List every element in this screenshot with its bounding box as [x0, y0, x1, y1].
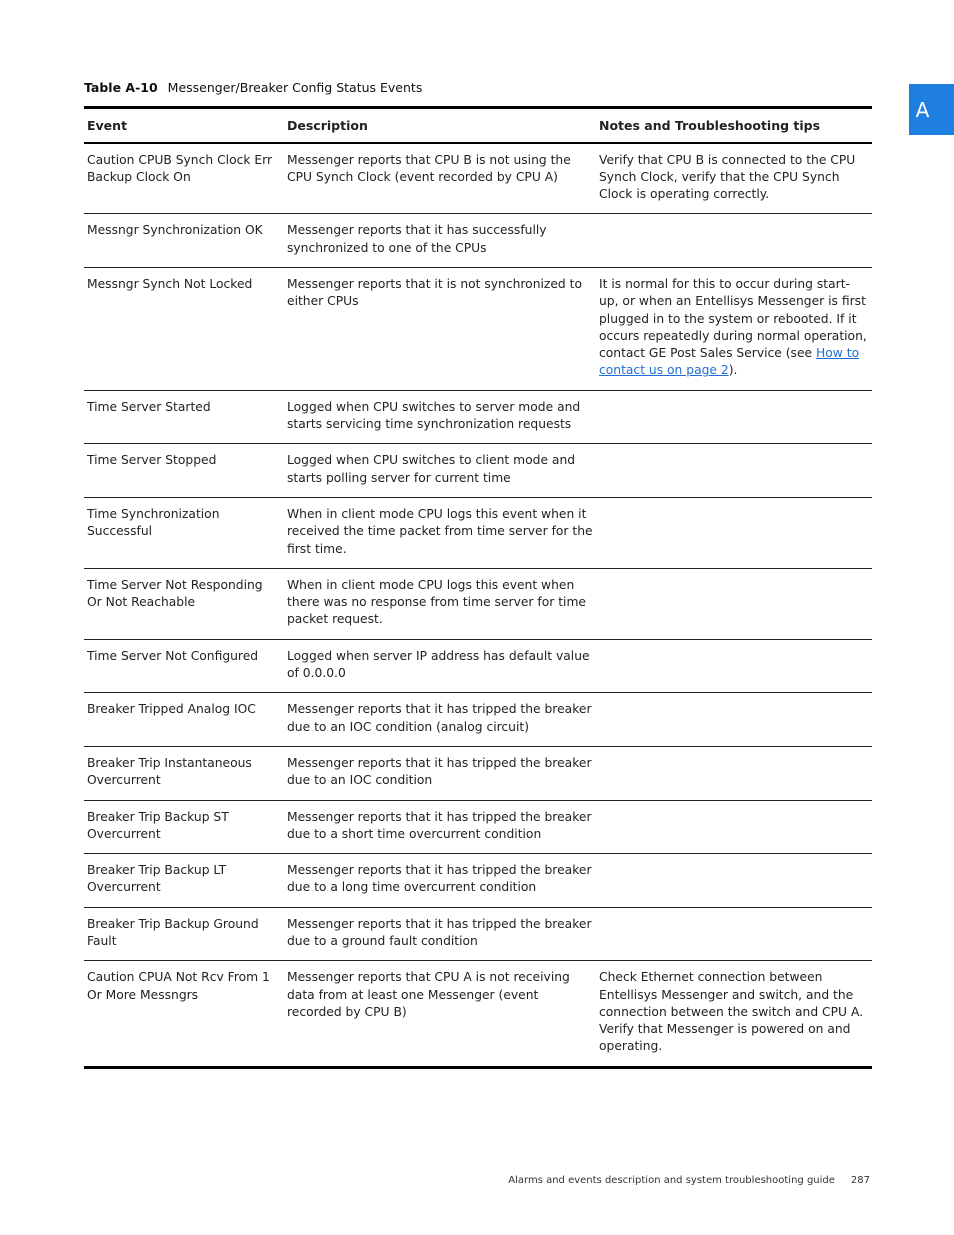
table-row [84, 143, 872, 214]
cell-event: Breaker Trip Instantaneous Overcurrent [84, 746, 284, 800]
cell-notes [596, 444, 872, 498]
cell-description: Messenger reports that it is not synchronized to either CPUs [284, 267, 596, 390]
cell-description: Logged when CPU switches to client mode and starts polling server for current time [284, 444, 596, 498]
cell-notes [596, 907, 872, 961]
cell-event: Breaker Trip Backup Ground Fault [84, 907, 284, 961]
table-row [84, 854, 872, 908]
cell-event: Breaker Trip Backup ST Overcurrent [84, 800, 284, 854]
cell-notes [596, 568, 872, 639]
cell-event: Caution CPUA Not Rcv From 1 Or More Messngrs [84, 961, 284, 1067]
cell-description: Messenger reports that it has tripped the breaker due to a short time overcurrent condition [284, 800, 596, 854]
table-row [84, 267, 872, 390]
table-row [84, 907, 872, 961]
footer-text: Alarms and events description and system troubleshooting guide [508, 1175, 835, 1186]
cell-notes [596, 214, 872, 268]
events-table [84, 106, 872, 1069]
notes-text-end: ). [728, 363, 738, 378]
cell-description: Messenger reports that CPU B is not using the CPU Synch Clock (event recorded by CPU A) [284, 143, 596, 214]
cell-event: Time Server Not Configured [84, 639, 284, 693]
header-notes: Notes and Troubleshooting tips [596, 108, 872, 143]
table-header-row [84, 108, 872, 143]
cell-notes: Verify that CPU B is connected to the CPU Synch Clock, verify that the CPU Synch Clock is operating correctly. [596, 143, 872, 214]
cell-description: Messenger reports that it has successfully synchronized to one of the CPUs [284, 214, 596, 268]
cell-notes: Check Ethernet connection between Entellisys Messenger and switch, and the connection between the switch and CPU A. Verify that Messenger is powered on and operating. [596, 961, 872, 1067]
table-row [84, 214, 872, 268]
header-event: Event [84, 108, 284, 143]
table-row [84, 693, 872, 747]
cell-description: When in client mode CPU logs this event when there was no response from time server for time packet request. [284, 568, 596, 639]
cell-event: Time Server Not Responding Or Not Reachable [84, 568, 284, 639]
cell-description: Messenger reports that it has tripped the breaker due to an IOC condition [284, 746, 596, 800]
cell-notes [596, 800, 872, 854]
cell-notes [596, 267, 872, 390]
table-row [84, 497, 872, 568]
table-caption-label: Table A-10 [84, 80, 158, 95]
cell-description: Messenger reports that it has tripped the breaker due to a long time overcurrent condition [284, 854, 596, 908]
cell-event: Breaker Tripped Analog IOC [84, 693, 284, 747]
cell-event: Time Synchronization Successful [84, 497, 284, 568]
cell-description: Messenger reports that it has tripped the breaker due to an IOC condition (analog circuit) [284, 693, 596, 747]
table-row [84, 961, 872, 1067]
cell-event: Caution CPUB Synch Clock Err Backup Clock On [84, 143, 284, 214]
table-row [84, 639, 872, 693]
table-caption [84, 80, 422, 95]
cell-description: Messenger reports that CPU A is not receiving data from at least one Messenger (event recorded by CPU B) [284, 961, 596, 1067]
table-row [84, 568, 872, 639]
cell-description: Logged when server IP address has default value of 0.0.0.0 [284, 639, 596, 693]
page-number: 287 [850, 1175, 870, 1186]
cell-event: Time Server Stopped [84, 444, 284, 498]
cell-description: Logged when CPU switches to server mode and starts servicing time synchronization requests [284, 390, 596, 444]
cell-notes [596, 639, 872, 693]
table-row [84, 746, 872, 800]
how-to-contact-link[interactable]: How to contact us on page 2 [599, 346, 860, 378]
cell-event: Time Server Started [84, 390, 284, 444]
cell-notes [596, 746, 872, 800]
cell-notes [596, 390, 872, 444]
cell-description: When in client mode CPU logs this event when it received the time packet from time server for the first time. [284, 497, 596, 568]
notes-text: It is normal for this to occur during start-up, or when an Entellisys Messenger is first plugged in to the system or rebooted. If it occurs repeatedly during normal operation, contact GE Post Sales Service (see [599, 276, 867, 361]
table-row [84, 390, 872, 444]
cell-event: Messngr Synch Not Locked [84, 267, 284, 390]
page-footer [508, 1175, 870, 1186]
table-row [84, 800, 872, 854]
table-row [84, 444, 872, 498]
cell-description: Messenger reports that it has tripped the breaker due to a ground fault condition [284, 907, 596, 961]
header-description: Description [284, 108, 596, 143]
section-tab-marker: A [909, 84, 954, 135]
cell-notes [596, 693, 872, 747]
cell-event: Breaker Trip Backup LT Overcurrent [84, 854, 284, 908]
cell-notes [596, 854, 872, 908]
table-caption-title: Messenger/Breaker Config Status Events [167, 80, 423, 95]
cell-notes [596, 497, 872, 568]
cell-event: Messngr Synchronization OK [84, 214, 284, 268]
